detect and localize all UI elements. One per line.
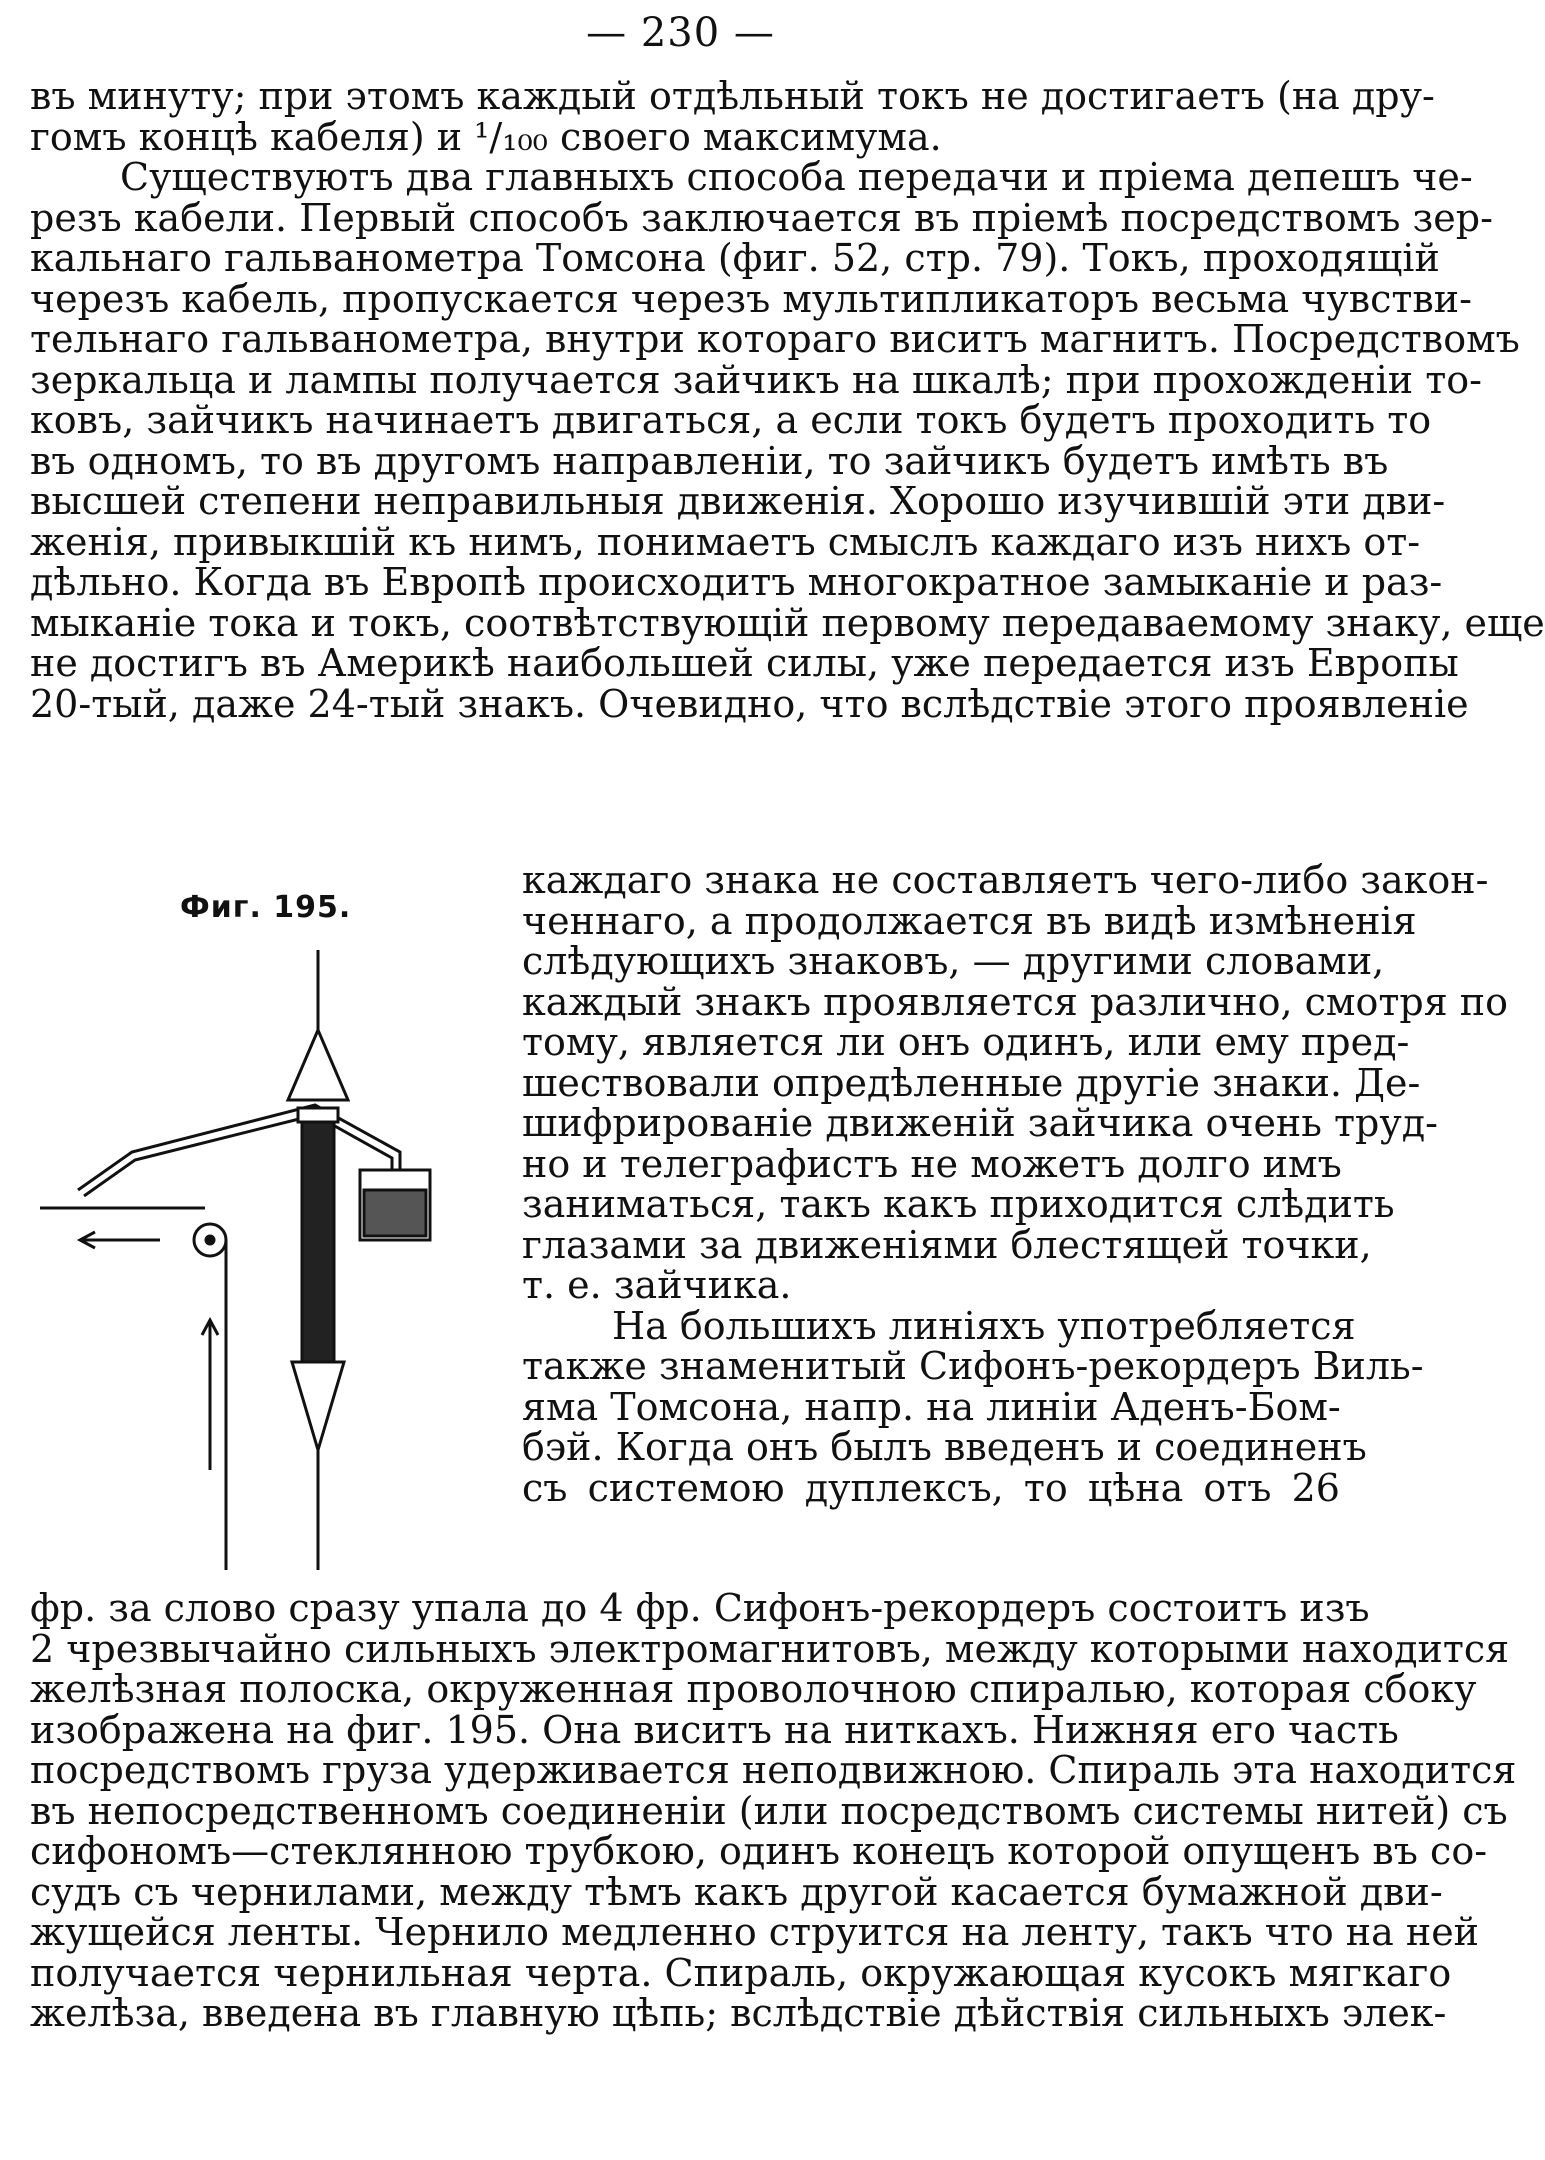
text-line: глазами за движеніями блестящей точки, [522,1222,1372,1267]
text-block-top [30,74,1545,726]
text-line: яма Томсона, напр. на линіи Аденъ-Бом- [522,1384,1341,1429]
text-line: ченнаго, а продолжается въ видѣ измѣненія [522,898,1417,943]
text-line: фр. за слово сразу упала до 4 фр. Сифонъ-рекордеръ состоитъ изъ [30,1586,1370,1630]
text-line: высшей степени неправильныя движенія. Хорошо изучившій эти дви- [30,479,1446,523]
text-line: зеркальца и лампы получается зайчикъ на шкалѣ; при прохожденіи то- [30,357,1482,402]
page-number: — 230 — [586,10,775,56]
text-line: въ непосредственномъ соединеніи (или посредствомъ системы нитей) съ [30,1788,1508,1833]
text-line: каждаго знака не составляетъ чего-либо закон- [522,858,1489,902]
text-line: бэй. Когда онъ былъ введенъ и соединенъ [522,1425,1367,1469]
text-line: кальнаго гальванометра Томсона (фиг. 52, стр. 79). Токъ, проходящій [30,236,1440,280]
text-line: съ системою дуплексъ, то цѣна отъ 26 [522,1465,1340,1510]
text-line: На большихъ линіяхъ употребляется [612,1303,1356,1348]
text-line: шифрированіе движеній зайчика очень труд- [522,1101,1438,1145]
text-line: жущейся ленты. Чернило медленно струится на ленту, такъ что на ней [30,1910,1480,1954]
text-line: посредствомъ груза удерживается неподвижною. Спираль эта находится [30,1748,1517,1792]
text-line: слѣдующихъ знаковъ, — другими словами, [522,939,1385,983]
text-line: желѣзная полоска, окруженная проволочною спиралью, которая сбоку [30,1667,1477,1711]
text-line: 20-тый, даже 24-тый знакъ. Очевидно, что вслѣдствіе этого проявленіе [30,681,1469,726]
text-line: не достигъ въ Америкѣ наибольшей силы, уже передается изъ Европы [30,641,1459,685]
text-line: Существуютъ два главныхъ способа передачи и пріема депешъ че- [120,155,1473,199]
text-line: тому, является ли онъ одинъ, или ему пред- [522,1020,1410,1064]
text-line: дѣльно. Когда въ Европѣ происходитъ многократное замыканіе и раз- [30,560,1443,604]
text-line: изображена на фиг. 195. Она виситъ на ниткахъ. Нижняя его часть [30,1707,1399,1752]
text-line: въ одномъ, то въ другомъ направленіи, то зайчикъ будетъ имѣть въ [30,438,1389,483]
text-line: получается чернильная черта. Спираль, окружающая кусокъ мягкаго [30,1950,1452,1995]
text-line: судъ съ чернилами, между тѣмъ какъ другой касается бумажной дви- [30,1869,1443,1914]
text-line: но и телеграфистъ не можетъ долго имъ [522,1141,1342,1186]
figure-caption: Фиг. 195. [180,890,352,925]
text-line: каждый знакъ проявляется различно, смотря по [522,979,1508,1024]
text-line: въ минуту; при этомъ каждый отдѣльный токъ не достигаетъ (на дру- [30,74,1435,118]
text-line: черезъ кабель, пропускается черезъ мультипликаторъ весьма чувстви- [30,276,1472,321]
text-line: женія, привыкшій къ нимъ, понимаетъ смыслъ каждаго изъ нихъ от- [30,519,1421,564]
text-line: 2 чрезвычайно сильныхъ электромагнитовъ, между которыми находится [30,1626,1510,1671]
text-line: мыканіе тока и токъ, соотвѣтствующій первому передаваемому знаку, еще [30,600,1545,645]
text-line: желѣза, введена въ главную цѣпь; вслѣдствіе дѣйствія сильныхъ элек- [30,1991,1447,2035]
text-block-bottom [30,1586,1517,2035]
text-line: шествовали опредѣленные другіе знаки. Де- [522,1060,1421,1105]
text-line: т. е. зайчика. [522,1263,792,1307]
text-line: тельнаго гальванометра, внутри котораго виситъ магнитъ. Посредствомъ [30,317,1520,361]
text-line: резъ кабели. Первый способъ заключается въ пріемѣ посредствомъ зер- [30,195,1493,240]
figure-195 [40,890,510,1590]
text-line: ковъ, зайчикъ начинаетъ двигаться, а если токъ будетъ проходить то [30,398,1432,442]
text-line: также знаменитый Сифонъ-рекордеръ Виль- [522,1344,1424,1388]
text-line: заниматься, такъ какъ приходится слѣдить [522,1182,1395,1226]
siphon-recorder-illustration [40,890,510,1590]
text-block-right [522,858,1508,1510]
text-line: сифономъ—стеклянною трубкою, одинъ конецъ которой опущенъ въ со- [30,1829,1488,1873]
text-line: гомъ концѣ кабеля) и ¹/₁₀₀ своего максимума. [30,114,942,159]
